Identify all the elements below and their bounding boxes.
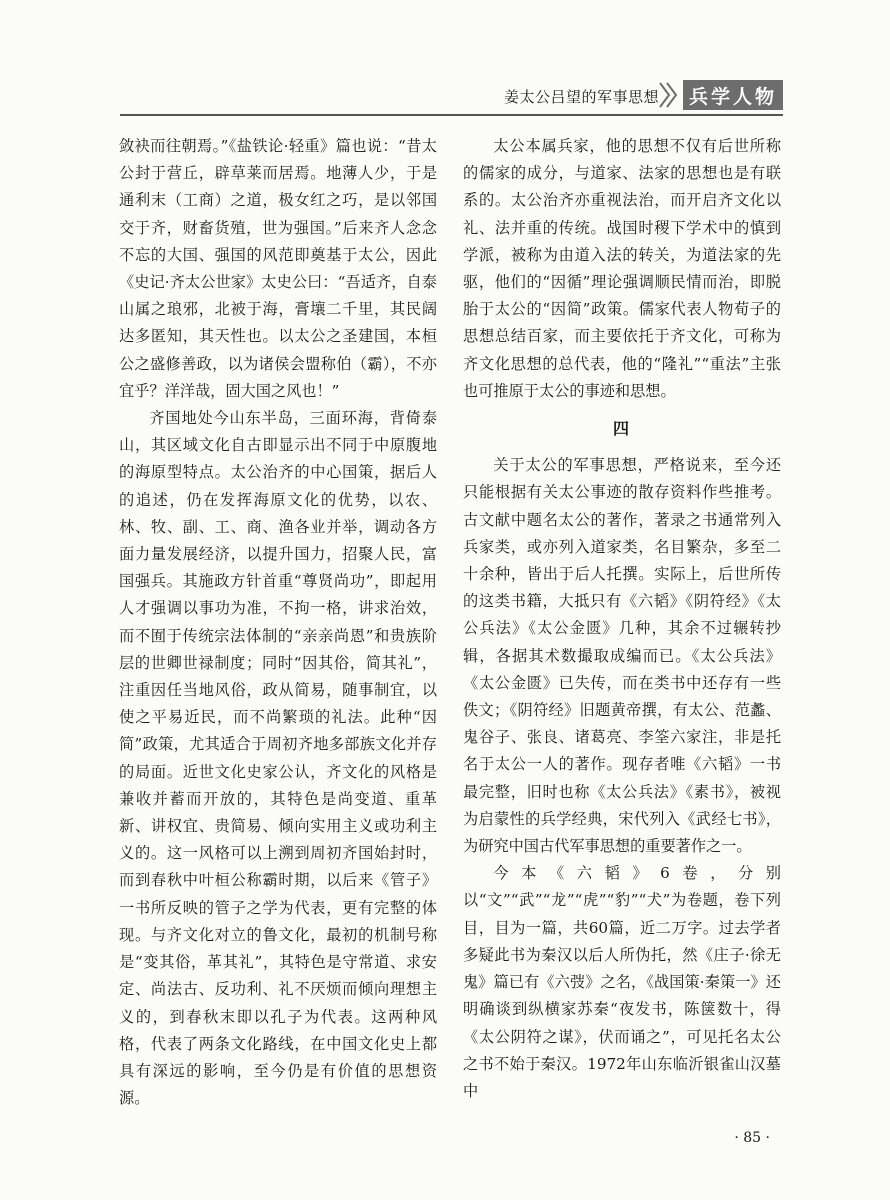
right-column: [463, 133, 781, 1105]
paragraph: 今本《六韬》6卷，分别以“文”“武”“龙”“虎”“豹”“犬”为卷题，卷下列目，目为一篇，共60篇，近二万字。过去学者多疑此书为秦汉以后人所伪托，然《庄子·徐无鬼》篇已有《六弢》之名，《战国策·秦策一》还明确谈到纵横家苏秦“夜发书，陈箧数十，得《太公阴符之谋》，伏而诵之”，可见托名太公之书不始于秦汉。1972年山东临沂银雀山汉墓中: [463, 864, 781, 1100]
article-title: 姜太公吕望的军事思想: [503, 88, 659, 106]
section-label: 兵学人物: [683, 80, 783, 110]
paragraph: 齐国地处今山东半岛，三面环海，背倚泰山，其区域文化自古即显示出不同于中原腹地的海原型特点。太公治齐的中心国策，据后人的追述，仍在发挥海原文化的优势，以农、林、牧、副、工、商、渔各业并举，调动各方面力量发展经济，以提升国力，招聚人民，富国强兵。其施政方针首重“尊贤尚功”，即起用人才强调以事功为准，不拘一格，讲求治效，而不囿于传统宗法体制的“亲亲尚恩”和贵族阶层的世卿世禄制度；同时“因其俗，简其礼”，注重因任当地风俗，政从简易，随事制宜，以使之平易近民，而不尚繁琐的礼法。此种“因简”政策，尤其适合于周初齐地多部族文化并存的局面。近世文化史家公认，齐文化的风格是兼收并蓄而开放的，其特色是尚变道、重革新、讲权宜、贵简易、倾向实用主义或功利主义的。这一风格可以上溯到周初齐国始封时，而到春秋中叶桓公称霸时期，以后来《管子》一书所反映的管子之学为代表，更有完整的体现。与齐文化对立的鲁文化，最初的机制号称是“变其俗，革其礼”，其特色是守常道、求安定、尚法古、反功利、礼不厌烦而倾向理想主义的，到春秋末即以孔子为代表。这两种风格，代表了两条文化路线，在中国文化史上都具有深远的影响，至今仍是有价值的思想资源。: [119, 409, 437, 1108]
header-divider: [120, 114, 783, 116]
chevron-right-icon: [657, 80, 679, 110]
section-heading: 四: [612, 419, 631, 439]
paragraph: 关于太公的军事思想，严格说来，至今还只能根据有关太公事迹的散存资料作些推考。古文献中题名太公的著作，著录之书通常列入兵家类，或亦列入道家类，名目繁杂，多至二十余种，皆出于后人托撰。实际上，后世所传的这类书籍，大抵只有《六韬》《阴符经》《太公兵法》《太公金匮》几种，其余不过辗转抄辑，各据其术数撮取成编而已。《太公兵法》《太公金匮》已失传，而在类书中还存有一些佚文；《阴符经》旧题黄帝撰，有太公、范蠡、鬼谷子、张良、诸葛亮、李筌六家注，非是托名于太公一人的著作。现存者唯《六韬》一书最完整，旧时也称《太公兵法》《素书》，被视为启蒙性的兵学经典，宋代列入《武经七书》，为研究中国古代军事思想的重要著作之一。: [463, 456, 781, 856]
page-number: · 85 ·: [734, 1130, 770, 1146]
paragraph: 敛袂而往朝焉。”《盐铁论·轻重》篇也说：“昔太公封于营丘，辟草莱而居焉。地薄人少，于是通利末（工商）之道，极女红之巧，是以邻国交于齐，财畜货殖，世为强国。”后来齐人念念不忘的大国、强国的风范即奠基于太公，因此《史记·齐太公世家》太史公曰：“吾适齐，自泰山属之琅邪，北被于海，膏壤二千里，其民阔达多匿知，其天性也。以太公之圣建国，本桓公之盛修善政，以为诸侯会盟称伯（霸），不亦宜乎？洋洋哉，固大国之风也！”: [119, 137, 437, 400]
paragraph: 太公本属兵家，他的思想不仅有后世所称的儒家的成分，与道家、法家的思想也是有联系的。太公治齐亦重视法治，而开启齐文化以礼、法并重的传统。战国时稷下学术中的慎到学派，被称为由道入法的转关，为道法家的先驱，他们的“因循”理论强调顺民情而治，即脱胎于太公的“因简”政策。儒家代表人物荀子的思想总结百家，而主要依托于齐文化，可称为齐文化思想的总代表，他的“隆礼”“重法”主张也可推原于太公的事迹和思想。: [463, 137, 781, 400]
running-header: [120, 78, 783, 112]
left-column: [119, 133, 437, 1112]
